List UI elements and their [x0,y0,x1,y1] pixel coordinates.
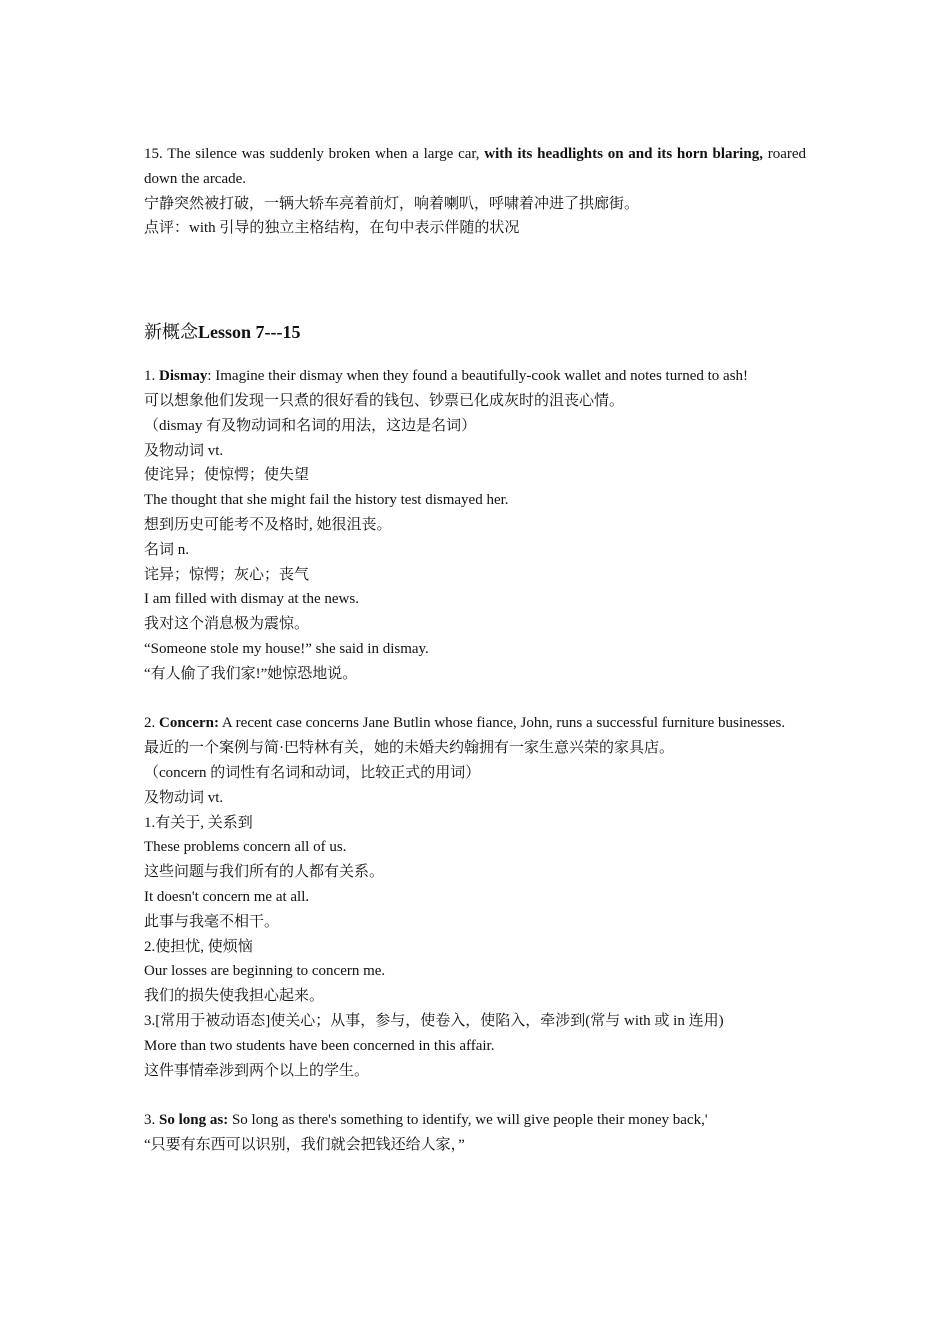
concern-line: More than two students have been concerned in this affair. [144,1037,495,1054]
item-15-text-bold: with its headlights on and its horn blaring, [484,146,763,162]
concern-line: 3.[常用于被动语态]使关心；从事，参与，使卷入，使陷入，牵涉到(常与 with 或 in 连用) [144,1012,724,1029]
dismay-line: 我对这个消息极为震惊。 [144,616,310,633]
entry-dismay-example: : Imagine their dismay when they found a beautifully-cook wallet and notes turned to ash! [207,368,749,385]
entry-concern-example: A recent case concerns Jane Butlin whose fiance, John, runs a successful furniture businesses. [219,715,786,732]
concern-line: 及物动词 vt. [144,789,224,806]
dismay-line: “有人偷了我们家!”她惊恐地说。 [144,665,358,682]
item-15-comment: 点评：with 引导的独立主格结构，在句中表示伴随的状况 [144,220,520,237]
item-15-text-pre: The silence was suddenly broken when a large car, [167,146,480,162]
section-heading-en: Lesson 7---15 [198,322,301,343]
dismay-line: 诧异；惊愕；灰心；丧气 [144,566,310,583]
entry-concern-translation: 最近的一个案例与简·巴特林有关，她的未婚夫约翰拥有一家生意兴荣的家具店。 [144,740,674,757]
concern-line: It doesn't concern me at all. [144,888,310,905]
dismay-line: I am filled with dismay at the news. [144,591,359,608]
spacer [144,1083,806,1108]
entry-concern-note: （concern 的词性有名词和动词，比较正式的用词） [144,764,481,781]
concern-line: 这件事情牵涉到两个以上的学生。 [144,1062,370,1079]
dismay-line: “Someone stole my house!” she said in dismay. [144,640,429,657]
document-page [144,142,806,1158]
section-heading [144,318,806,346]
concern-line: 此事与我毫不相干。 [144,913,280,930]
dismay-line: 想到历史可能考不及格时, 她很沮丧。 [144,516,392,533]
item-15-translation: 宁静突然被打破，一辆大轿车亮着前灯，响着喇叭，呼啸着冲进了拱廊街。 [144,195,640,212]
concern-line: 1.有关于, 关系到 [144,814,253,831]
entry-dismay-sentence [144,364,806,389]
entry-solongas-number: 3. [144,1112,156,1129]
dismay-line: 名词 n. [144,541,190,558]
dismay-line: 使诧异；使惊愕；使失望 [144,467,310,484]
concern-line: 2.使担忧, 使烦恼 [144,938,253,955]
item-15-number: 15. [144,146,163,162]
dismay-line: The thought that she might fail the history test dismayed her. [144,492,509,509]
entry-concern-sentence [144,711,806,736]
entry-solongas-translation: “只要有东西可以识别，我们就会把钱还给人家，” [144,1136,465,1153]
concern-line: 这些问题与我们所有的人都有关系。 [144,864,385,881]
entry-dismay-word: Dismay [159,368,208,385]
concern-line: These problems concern all of us. [144,839,347,856]
item-15-text-post: roared down the arcade. [144,146,807,187]
spacer [144,687,806,712]
concern-line: Our losses are beginning to concern me. [144,963,386,980]
section-heading-zh: 新概念 [144,322,198,343]
entry-dismay-translation: 可以想象他们发现一只煮的很好看的钱包、钞票已化成灰时的沮丧心情。 [144,392,625,409]
entry-concern-number: 2. [144,715,156,732]
entry-dismay-number: 1. [144,368,156,385]
dismay-line: 及物动词 vt. [144,442,224,459]
entry-concern-word: Concern: [159,715,219,732]
item-15-sentence [144,142,806,192]
entry-solongas-sentence [144,1108,806,1133]
concern-line: 我们的损失使我担心起来。 [144,988,325,1005]
entry-solongas-example: So long as there's something to identify, we will give people their money back,' [228,1112,708,1129]
entry-dismay-note: （dismay 有及物动词和名词的用法，这边是名词） [144,417,477,434]
entry-solongas-word: So long as: [159,1112,229,1129]
